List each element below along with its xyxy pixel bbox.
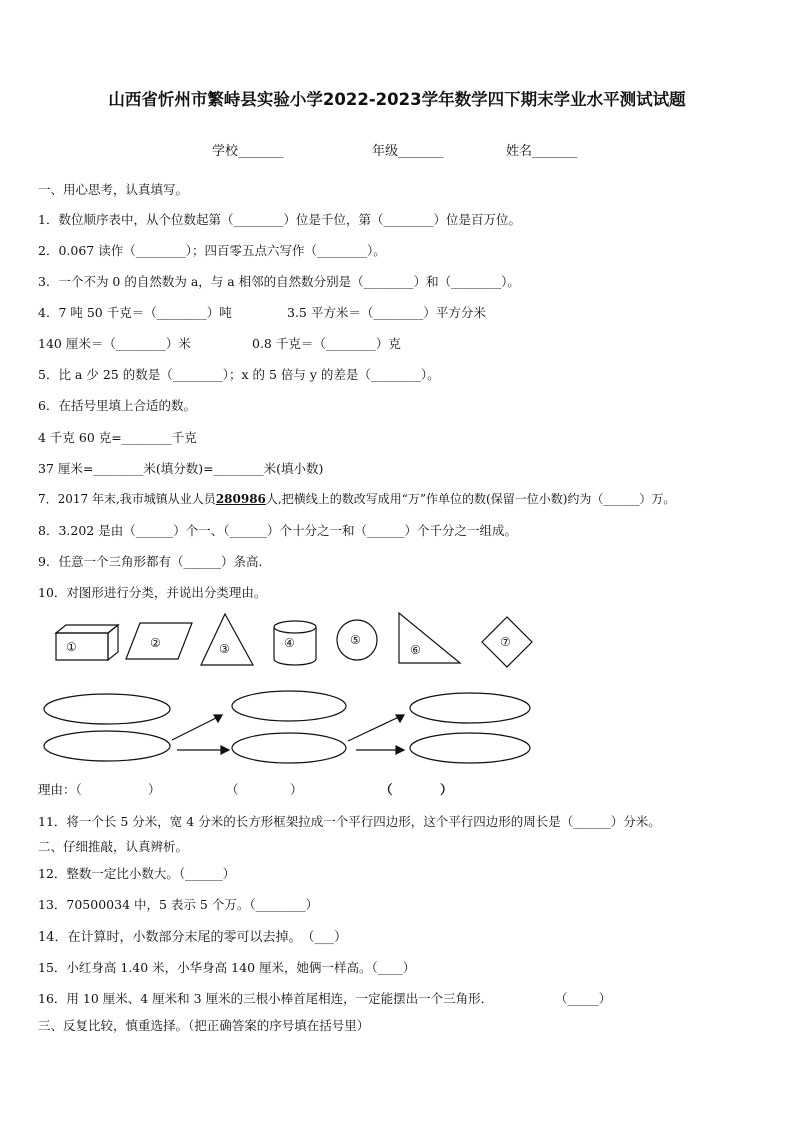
question-13: 13．70500034 中，5 表示 5 个万。（________） [38,897,319,912]
reason-3-close: ） [440,782,453,797]
question-16-text: 16．用 10 厘米、4 厘米和 3 厘米的三根小棒首尾相连，一定能摆出一个三角形． [38,991,494,1006]
reason-3-open: （ [380,782,393,797]
question-6: 6．在括号里填上合适的数。 [38,398,196,413]
question-5: 5．比 a 少 25 的数是（________）；x 的 5 倍与 y 的差是（________）。 [38,367,440,382]
name-field[interactable] [506,140,578,159]
question-11: 11．将一个长 5 分米，宽 4 分米的长方形框架拉成一个平行四边形，这个平行四边形的周长是（______）分米。 [38,814,661,829]
question-9: 9．任意一个三角形都有（______）条高. [38,554,263,569]
arrowhead [396,746,404,754]
reason-label: 理由：（ [38,782,82,797]
question-16-blank[interactable]: （_____） [555,991,612,1006]
arrowhead [221,746,229,754]
section-3-heading: 三、反复比较，慎重选择。（把正确答案的序号填在括号里） [38,1018,370,1033]
cylinder-shape [274,621,316,665]
page-title: 山西省忻州市繁峙县实验小学2022-2023学年数学四下期末学业水平测试试题 [108,90,686,109]
reason-2-open: （ [226,782,239,797]
parallelogram-shape [126,623,192,659]
question-10: 10．对图形进行分类，并说出分类理由。 [38,585,267,600]
triangle-shape [201,614,253,665]
arrowhead [396,715,404,722]
question-4d: 0.8 千克＝（________）克 [252,336,401,351]
question-1: 1．数位顺序表中，从个位数起第（________）位是千位，第（________）位是百万位。 [38,212,521,227]
question-4a: 4．7 吨 50 千克＝（________）吨 [38,305,232,320]
question-4c: 140 厘米＝（________）米 [38,336,191,351]
reason-2-close: ） [290,782,303,797]
reason-1-close: ） [148,782,161,797]
group-ellipse-right-bottom[interactable] [410,733,530,763]
school-blank: _______ [238,144,284,159]
question-3: 3．一个不为 0 的自然数为 a，与 a 相邻的自然数分别是（________）和（________）。 [38,274,520,289]
grade-field[interactable] [372,140,444,159]
question-2: 2．0.067 读作（________）；四百零五点六写作（________）。 [38,243,386,258]
shape-label-7: ⑦ [500,635,511,649]
classification-figure [0,605,794,765]
question-4b: 3.5 平方米＝（________）平方分米 [287,305,486,320]
cuboid-shape [56,625,118,660]
school-field[interactable] [212,140,284,159]
school-label: 学校 [212,144,239,159]
rotated-square-shape [482,617,532,667]
question-7-prefix: 7．2017 年末,我市城镇从业人员 [38,492,216,506]
circle-shape [337,620,377,660]
grade-label: 年级 [372,144,399,159]
question-7-number: 280986 [215,492,266,506]
shape-label-5: ⑤ [350,633,361,647]
arrow-mid-up [348,715,403,741]
right-triangle-shape [399,613,460,663]
group-ellipse-left-top[interactable] [44,694,170,724]
question-6a: 4 千克 60 克=________千克 [38,430,197,445]
question-7-suffix: 人,把横线上的数改写成用“万”作单位的数(保留一位小数)约为（______）万。 [265,492,676,506]
question-16 [38,989,493,1007]
question-7 [38,490,675,507]
arrow-left-up [172,715,222,740]
question-10-reasons [38,780,82,798]
name-blank: _______ [532,144,578,159]
section-1-heading: 一、用心思考，认真填写。 [38,182,189,197]
name-label: 姓名 [506,144,533,159]
group-ellipse-mid-top[interactable] [232,691,346,721]
shape-label-3: ③ [219,642,230,656]
question-8: 8．3.202 是由（______）个一、（______）个十分之一和（______）个千分之一组成。 [38,523,517,538]
group-ellipse-left-bottom[interactable] [44,731,170,761]
shape-label-4: ④ [284,636,295,650]
shape-label-6: ⑥ [410,643,421,657]
shape-label-2: ② [150,636,161,650]
question-12: 12．整数一定比小数大。（______） [38,866,236,881]
section-2-heading: 二、仔细推敲，认真辨析。 [38,839,189,854]
group-ellipse-right-top[interactable] [410,693,530,723]
question-15: 15．小红身高 1.40 米，小华身高 140 厘米，她俩一样高。（____） [38,960,416,975]
question-6b: 37 厘米=________米(填分数)=________米(填小数) [38,461,324,476]
grade-blank: _______ [398,144,444,159]
group-ellipse-mid-bottom[interactable] [232,733,346,763]
question-14: 14．在计算时，小数部分末尾的零可以去掉。 （___） [38,930,348,945]
shape-label-1: ① [66,640,77,654]
